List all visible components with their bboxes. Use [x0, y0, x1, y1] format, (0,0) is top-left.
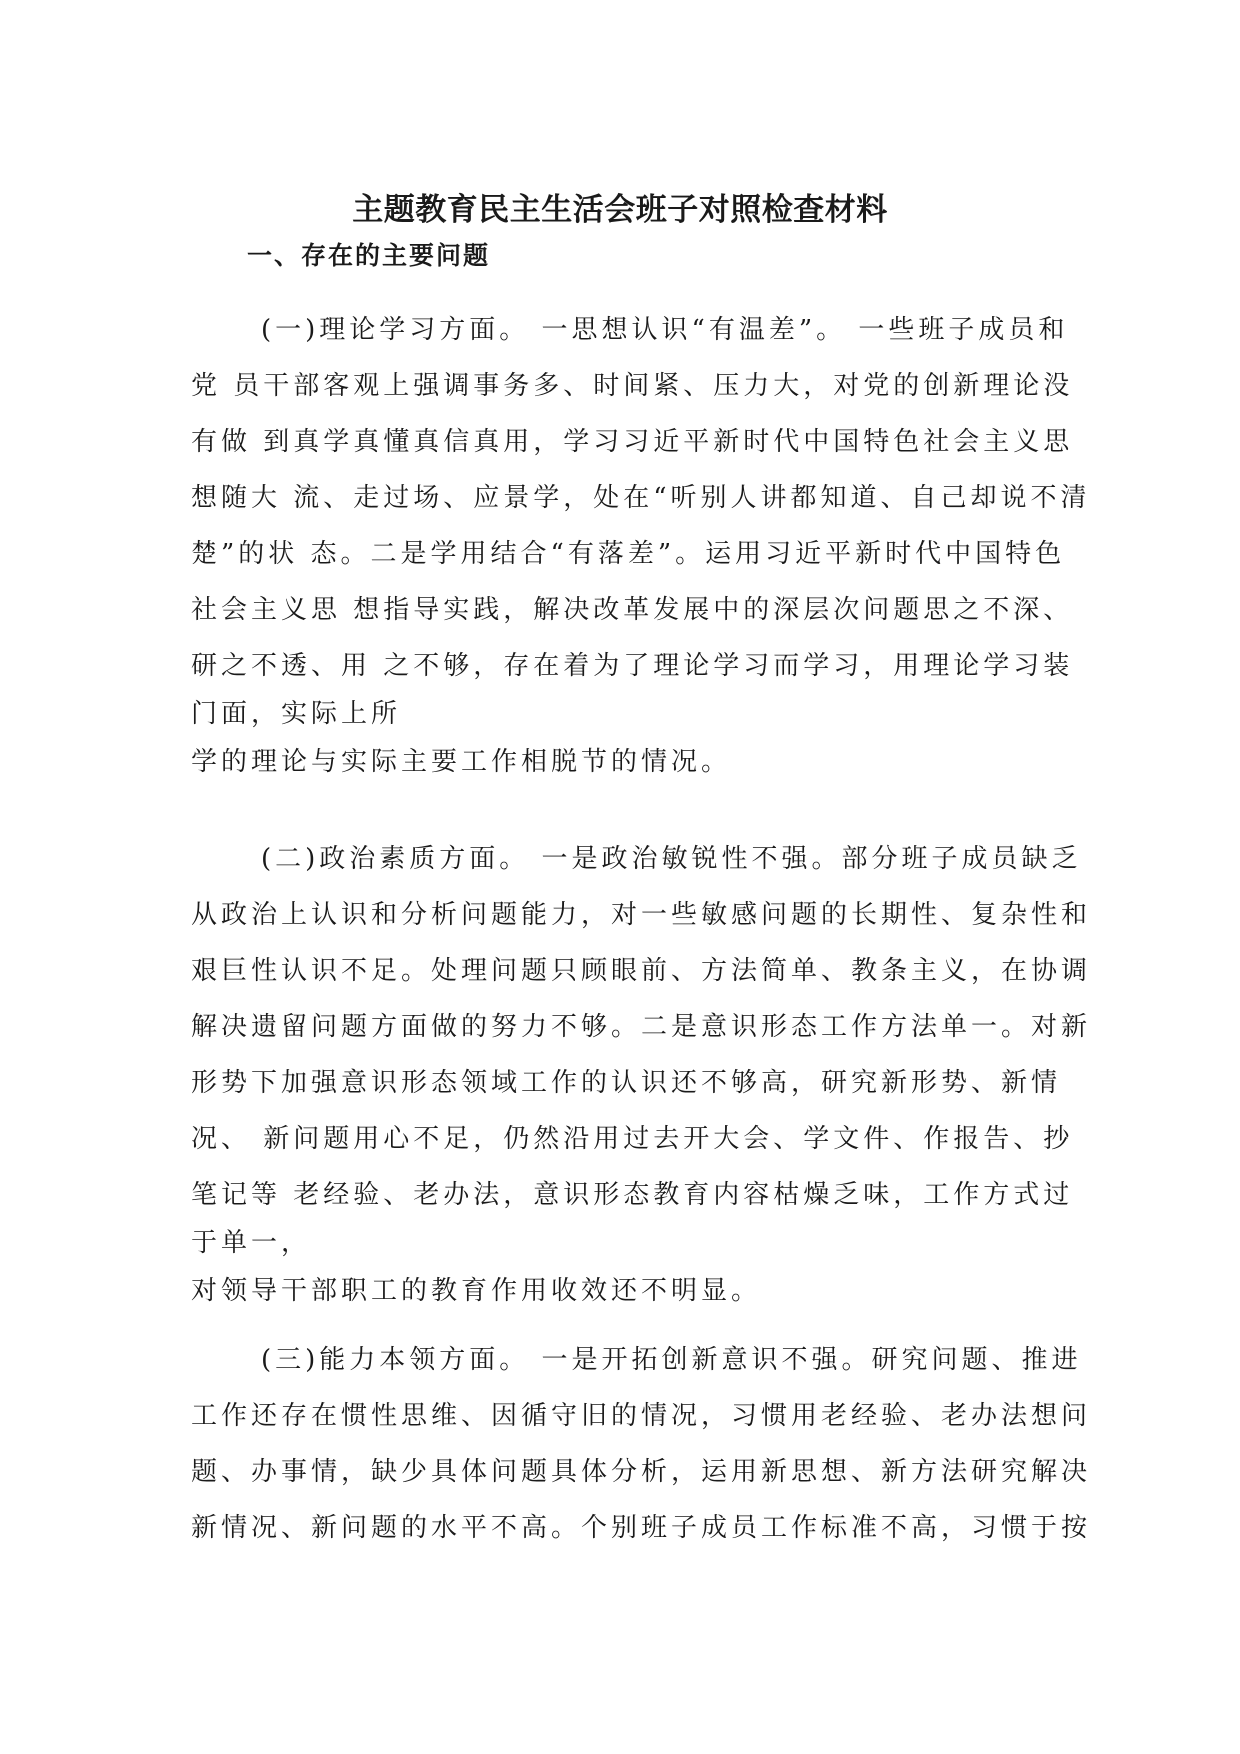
paragraph-line: 解决遗留问题方面做的努力不够。二是意识形态工作方法单一。对新 — [191, 1012, 1092, 1042]
paragraph-line: 社会主义思 想指导实践，解决改革发展中的深层次问题思之不深、 — [191, 595, 1074, 625]
paragraph-line: 笔记等 老经验、老办法，意识形态教育内容枯燥乏味，工作方式过 — [191, 1180, 1074, 1210]
section-heading: 一、存在的主要问题 — [247, 241, 491, 270]
paragraph-theory-study — [191, 302, 1091, 790]
paragraph-line: 题、办事情，缺少具体问题具体分析，运用新思想、新方法研究解决 — [191, 1457, 1092, 1487]
paragraph-line: 有做 到真学真懂真信真用，学习习近平新时代中国特色社会主义思 — [191, 427, 1074, 457]
paragraph-line: 对领导干部职工的教育作用收效还不明显。 — [191, 1276, 762, 1306]
document-title: 主题教育民主生活会班子对照检查材料 — [352, 192, 888, 228]
paragraph-line: (三)能力本领方面。 一是开拓创新意识不强。研究问题、推进 — [261, 1345, 1082, 1375]
paragraph-line: 于单一， — [191, 1228, 312, 1258]
paragraph-line: 门面，实际上所 — [191, 699, 402, 729]
paragraph-line: 工作还存在惯性思维、因循守旧的情况，习惯用老经验、老办法想问 — [191, 1401, 1092, 1431]
paragraph-line: 况、 新问题用心不足，仍然沿用过去开大会、学文件、作报告、抄 — [191, 1124, 1074, 1154]
paragraph-line: 学的理论与实际主要工作相脱节的情况。 — [191, 747, 732, 777]
paragraph-line: 党 员干部客观上强调事务多、时间紧、压力大，对党的创新理论没 — [191, 371, 1074, 401]
paragraph-line: 从政治上认识和分析问题能力，对一些敏感问题的长期性、复杂性和 — [191, 900, 1092, 930]
paragraph-line: (一)理论学习方面。 一思想认识“有温差”。 一些班子成员和 — [261, 315, 1069, 345]
paragraph-line: 研之不透、用 之不够，存在着为了理论学习而学习，用理论学习装 — [191, 651, 1074, 681]
paragraph-line: 艰巨性认识不足。处理问题只顾眼前、方法简单、教条主义，在协调 — [191, 956, 1092, 986]
paragraph-line: 楚”的状 态。二是学用结合“有落差”。运用习近平新时代中国特色 — [191, 539, 1066, 569]
paragraph-capability — [191, 1332, 1092, 1556]
paragraph-line: (二)政治素质方面。 一是政治敏锐性不强。部分班子成员缺乏 — [261, 844, 1082, 874]
paragraph-line: 形势下加强意识形态领域工作的认识还不够高，研究新形势、新情 — [191, 1068, 1062, 1098]
paragraph-line: 想随大 流、走过场、应景学，处在“听别人讲都知道、自己却说不清 — [191, 483, 1091, 513]
paragraph-line: 新情况、新问题的水平不高。个别班子成员工作标准不高，习惯于按 — [191, 1513, 1092, 1543]
paragraph-political-quality — [191, 831, 1092, 1319]
